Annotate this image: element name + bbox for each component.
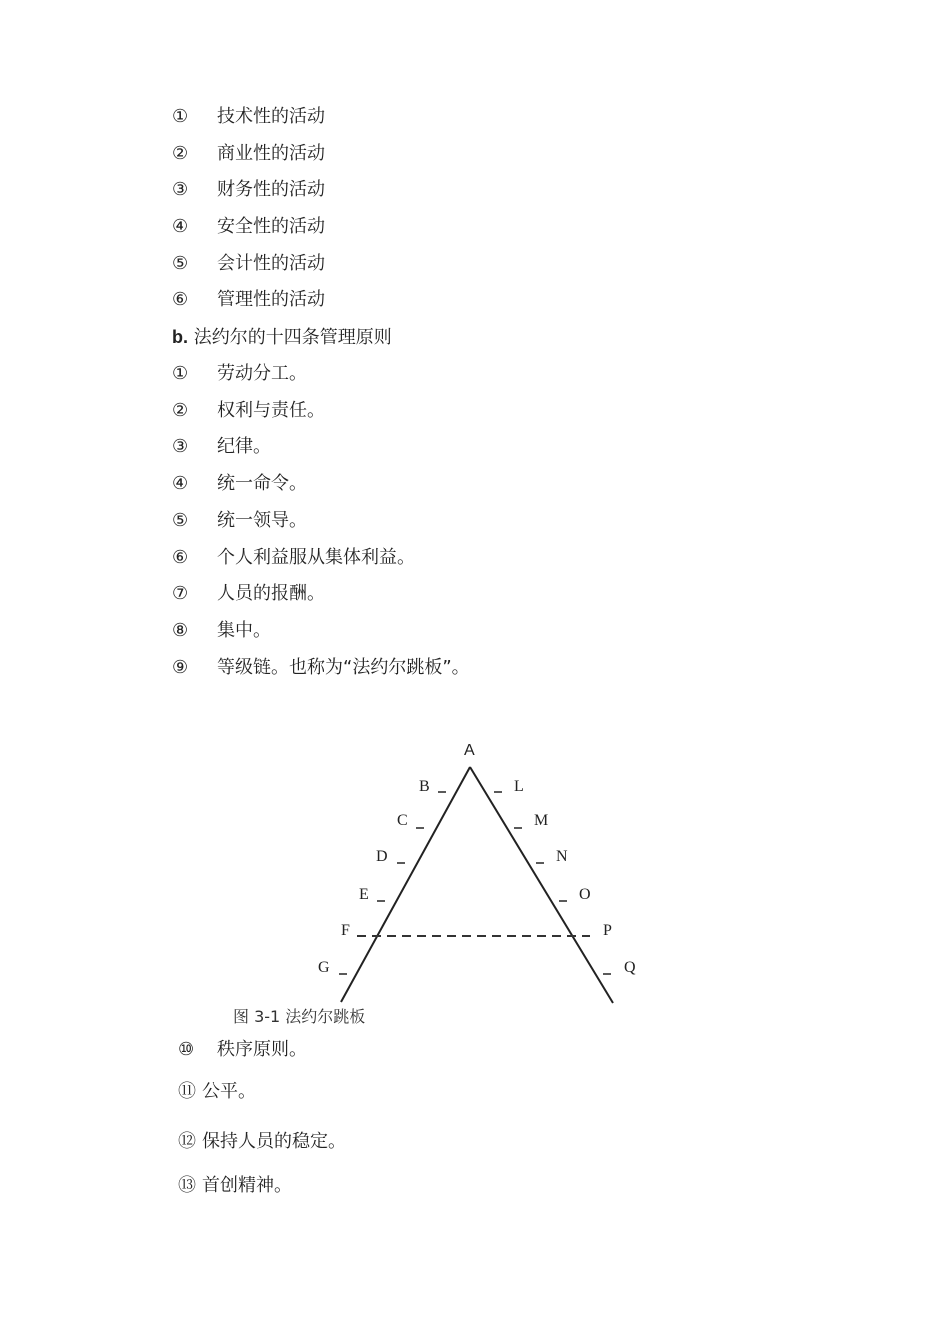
item-number: ⑪ xyxy=(178,1081,196,1102)
item-number: ④ xyxy=(172,216,189,237)
item-number: ⑦ xyxy=(172,583,189,604)
item-number: ④ xyxy=(172,473,189,494)
right-tick-marks xyxy=(494,792,611,974)
item-text: 公平。 xyxy=(202,1081,256,1102)
item-text: 个人利益服从集体利益。 xyxy=(217,547,415,568)
node-label-right: M xyxy=(534,812,549,829)
section-prefix: b. xyxy=(172,327,188,347)
node-label-left: C xyxy=(397,812,408,829)
item-text: 管理性的活动 xyxy=(217,289,325,310)
item-number: ① xyxy=(172,106,189,127)
item-number: ① xyxy=(172,363,189,384)
item-text: 统一领导。 xyxy=(217,510,307,531)
item-number: ③ xyxy=(172,179,189,200)
section-title: 法约尔的十四条管理原则 xyxy=(193,327,392,348)
figure-caption: 图 3-1 法约尔跳板 xyxy=(233,1007,366,1026)
node-label-left: B xyxy=(419,778,430,795)
item-text: 技术性的活动 xyxy=(217,106,325,127)
item-number: ⑥ xyxy=(172,547,189,568)
item-text: 纪律。 xyxy=(217,436,271,457)
node-label-right: P xyxy=(603,922,612,939)
item-text: 会计性的活动 xyxy=(217,253,325,274)
item-text: 保持人员的稳定。 xyxy=(202,1131,346,1152)
item-text: 集中。 xyxy=(217,620,271,641)
left-chain-line xyxy=(341,767,470,1002)
item-number: ⑧ xyxy=(172,620,189,641)
item-text: 人员的报酬。 xyxy=(217,583,325,604)
item-text: 秩序原则。 xyxy=(217,1039,307,1060)
item-number: ⑩ xyxy=(178,1039,195,1060)
node-label-left: F xyxy=(341,922,350,939)
node-label-right: O xyxy=(579,886,591,903)
item-text: 商业性的活动 xyxy=(217,143,325,164)
item-text: 等级链。也称为“法约尔跳板”。 xyxy=(217,657,470,678)
item-number: ⑨ xyxy=(172,657,189,678)
item-text: 安全性的活动 xyxy=(217,216,325,237)
node-label-left: E xyxy=(359,886,369,903)
item-number: ⑥ xyxy=(172,289,189,310)
node-label-left: D xyxy=(376,848,388,865)
left-tick-marks xyxy=(339,792,446,974)
item-text: 财务性的活动 xyxy=(217,179,325,200)
item-number: ③ xyxy=(172,436,189,457)
item-text: 劳动分工。 xyxy=(217,363,307,384)
right-chain-line xyxy=(470,767,613,1003)
item-text: 权利与责任。 xyxy=(217,400,325,421)
node-label-apex: A xyxy=(464,742,475,759)
item-number: ⑤ xyxy=(172,253,189,274)
node-label-right: N xyxy=(556,848,568,865)
item-number: ⑬ xyxy=(178,1175,196,1196)
item-text: 统一命令。 xyxy=(217,473,307,494)
item-number: ② xyxy=(172,400,189,421)
item-text: 首创精神。 xyxy=(202,1175,292,1196)
item-number: ⑫ xyxy=(178,1131,196,1152)
node-label-left: G xyxy=(318,959,330,976)
item-number: ⑤ xyxy=(172,510,189,531)
node-label-right: L xyxy=(514,778,524,795)
node-label-right: Q xyxy=(624,959,636,976)
item-number: ② xyxy=(172,143,189,164)
